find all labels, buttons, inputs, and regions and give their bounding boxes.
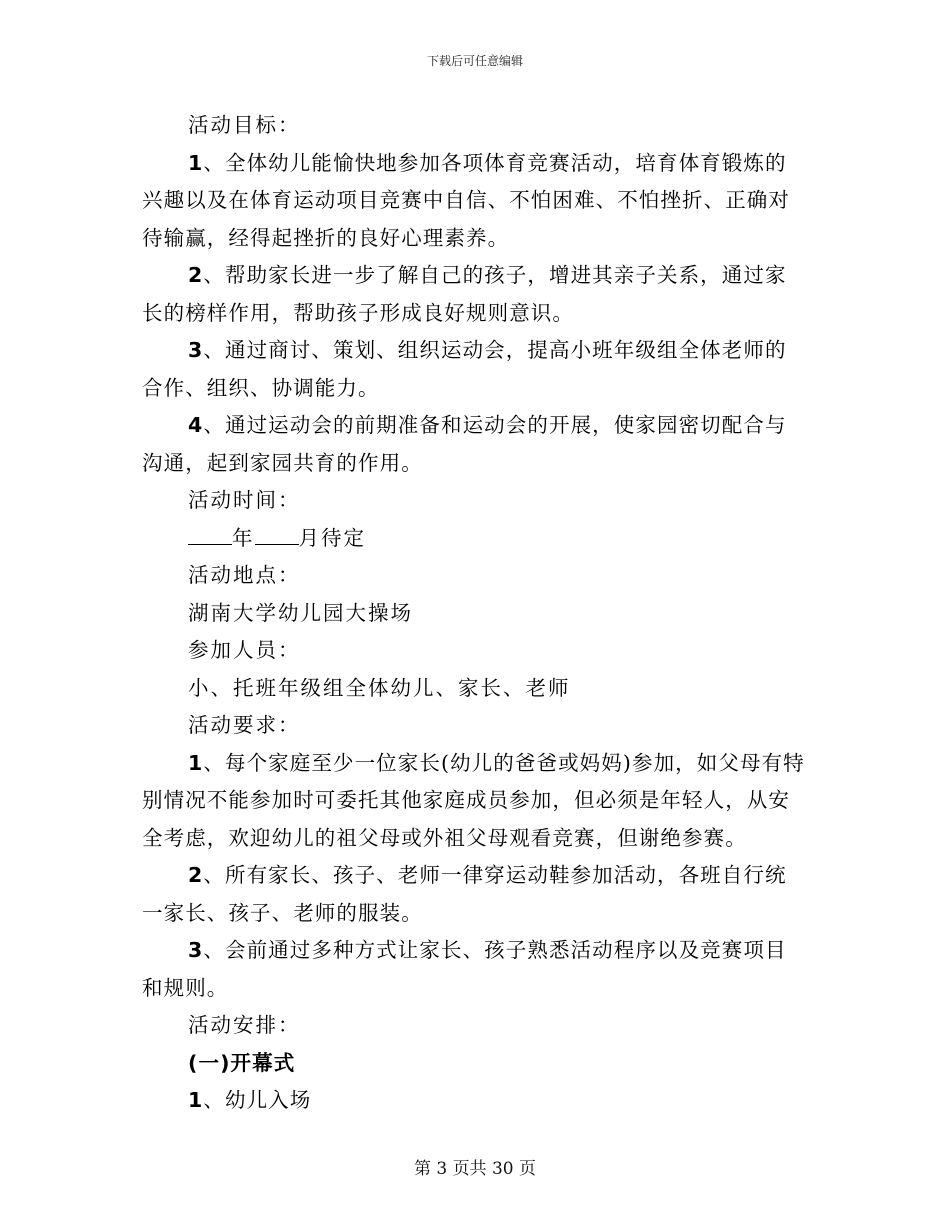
year-blank bbox=[188, 526, 232, 545]
goal-number-1: 1 bbox=[188, 150, 204, 175]
requirement-number-2: 2 bbox=[188, 863, 204, 887]
requirement-text-1: 、每个家庭至少一位家长(幼儿的爸爸或妈妈)参加，如父母有特别情况不能参加时可委托其他家庭成员参加，但必须是年轻人，从安全考虑，欢迎幼儿的祖父母或外祖父母观看竞赛，但谢绝参赛。 bbox=[142, 750, 805, 850]
month-blank bbox=[255, 526, 299, 545]
goal-paragraph-2 bbox=[142, 257, 806, 332]
place-value: 湖南大学幼儿园大操场 bbox=[188, 600, 413, 625]
goal-number-4: 4 bbox=[188, 413, 204, 437]
page-number: 第 3 页共 30 页 bbox=[413, 1159, 537, 1179]
people-value: 小、托班年级组全体幼儿、家长、老师 bbox=[188, 675, 571, 700]
requirement-number-1: 1 bbox=[188, 750, 204, 775]
item-text: 、幼儿入场 bbox=[203, 1088, 312, 1112]
page-header-note: 下载后可任意编辑 bbox=[426, 54, 523, 68]
requirement-text-3: 、会前通过多种方式让家长、孩子熟悉活动程序以及竞赛项目和规则。 bbox=[142, 938, 787, 1000]
goal-number-3: 3 bbox=[188, 338, 204, 362]
item-number: 1 bbox=[188, 1088, 204, 1112]
requirement-heading: 活动要求： bbox=[188, 713, 301, 737]
place-heading: 活动地点： bbox=[188, 563, 301, 587]
time-month-label: 月待定 bbox=[298, 525, 366, 550]
people-heading: 参加人员： bbox=[188, 638, 301, 662]
goal-text-1: 、全体幼儿能愉快地参加各项体育竞赛活动，培育体育锻炼的兴趣以及在体育运动项目竞赛中自信、不怕困难、不怕挫折、正确对待输赢，经得起挫折的良好心理素养。 bbox=[142, 150, 790, 250]
goal-paragraph-4 bbox=[142, 407, 806, 482]
requirement-paragraph-3 bbox=[142, 932, 806, 1007]
goal-text-3: 、通过商讨、策划、组织运动会，提高小班年级组全体老师的合作、组织、协调能力。 bbox=[142, 338, 787, 400]
goal-number-2: 2 bbox=[188, 263, 204, 287]
time-heading: 活动时间： bbox=[188, 488, 301, 512]
time-value bbox=[142, 520, 806, 558]
document-body bbox=[142, 107, 806, 1120]
list-item bbox=[142, 1082, 806, 1120]
requirement-number-3: 3 bbox=[188, 938, 204, 962]
requirement-paragraph-2 bbox=[142, 857, 806, 932]
arrangement-heading: 活动安排： bbox=[188, 1013, 301, 1037]
section-title: (一)开幕式 bbox=[188, 1050, 296, 1075]
goal-paragraph-3 bbox=[142, 332, 806, 407]
goal-paragraph-1 bbox=[142, 145, 806, 258]
requirement-paragraph-1 bbox=[142, 745, 806, 858]
requirement-text-2: 、所有家长、孩子、老师一律穿运动鞋参加活动，各班自行统一家长、孩子、老师的服装。 bbox=[142, 863, 787, 925]
goal-text-2: 、帮助家长进一步了解自己的孩子，增进其亲子关系，通过家长的榜样作用，帮助孩子形成良好规则意识。 bbox=[142, 263, 787, 325]
goal-heading: 活动目标： bbox=[188, 113, 301, 137]
goal-text-4: 、通过运动会的前期准备和运动会的开展，使家园密切配合与沟通，起到家园共育的作用。 bbox=[142, 413, 787, 475]
time-year-label: 年 bbox=[232, 525, 255, 550]
